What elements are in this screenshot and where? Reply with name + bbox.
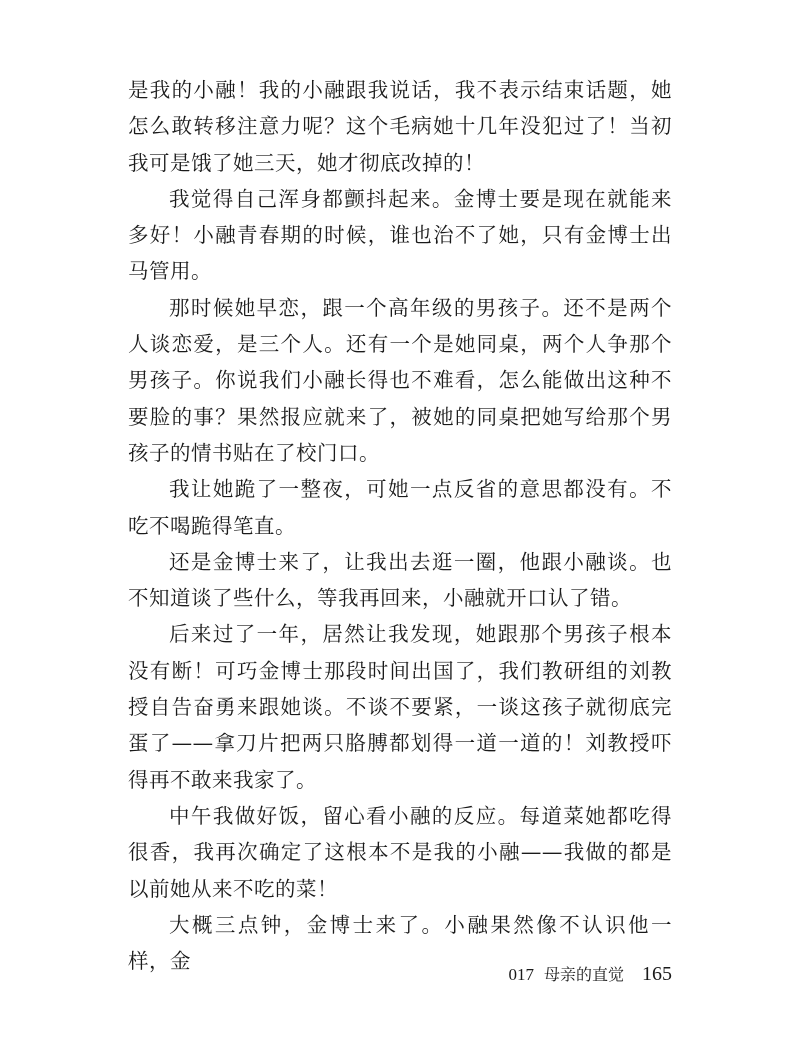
page-footer — [0, 962, 672, 986]
paragraph-6: 后来过了一年，居然让我发现，她跟那个男孩子根本没有断！可巧金博士那段时间出国了，我们教研组的刘教授自告奋勇来跟她谈。不谈不要紧，一谈这孩子就彻底完蛋了——拿刀片把两只胳膊都划得一道一道的！刘教授吓得再不敢来我家了。 — [128, 622, 672, 792]
paragraph-2: 我觉得自己浑身都颤抖起来。金博士要是现在就能来多好！小融青春期的时候，谁也治不了她，只有金博士出马管用。 — [128, 186, 672, 284]
chapter-title: 母亲的直觉 — [543, 965, 624, 984]
paragraph-7: 中午我做好饭，留心看小融的反应。每道菜她都吃得很香，我再次确定了这根本不是我的小融——我做的都是以前她从来不吃的菜！ — [128, 803, 672, 901]
page-number: 165 — [642, 963, 672, 985]
paragraph-4: 我让她跪了一整夜，可她一点反省的意思都没有。不吃不喝跪得笔直。 — [128, 477, 672, 538]
paragraph-1: 是我的小融！我的小融跟我说话，我不表示结束话题，她怎么敢转移注意力呢？这个毛病她十几年没犯过了！当初我可是饿了她三天，她才彻底改掉的！ — [128, 78, 672, 175]
page-body — [128, 72, 672, 979]
paragraph-3: 那时候她早恋，跟一个高年级的男孩子。还不是两个人谈恋爱，是三个人。还有一个是她同桌，两个人争那个男孩子。你说我们小融长得也不难看，怎么能做出这种不要脸的事？果然报应就来了，被她的同桌把她写给那个男孩子的情书贴在了校门口。 — [128, 295, 672, 465]
chapter-number: 017 — [508, 965, 534, 984]
paragraph-8: 大概三点钟，金博士来了。小融果然像不认识他一样，金 — [128, 912, 672, 974]
paragraph-5: 还是金博士来了，让我出去逛一圈，他跟小融谈。也不知道谈了些什么，等我再回来，小融就开口认了错。 — [128, 549, 672, 611]
